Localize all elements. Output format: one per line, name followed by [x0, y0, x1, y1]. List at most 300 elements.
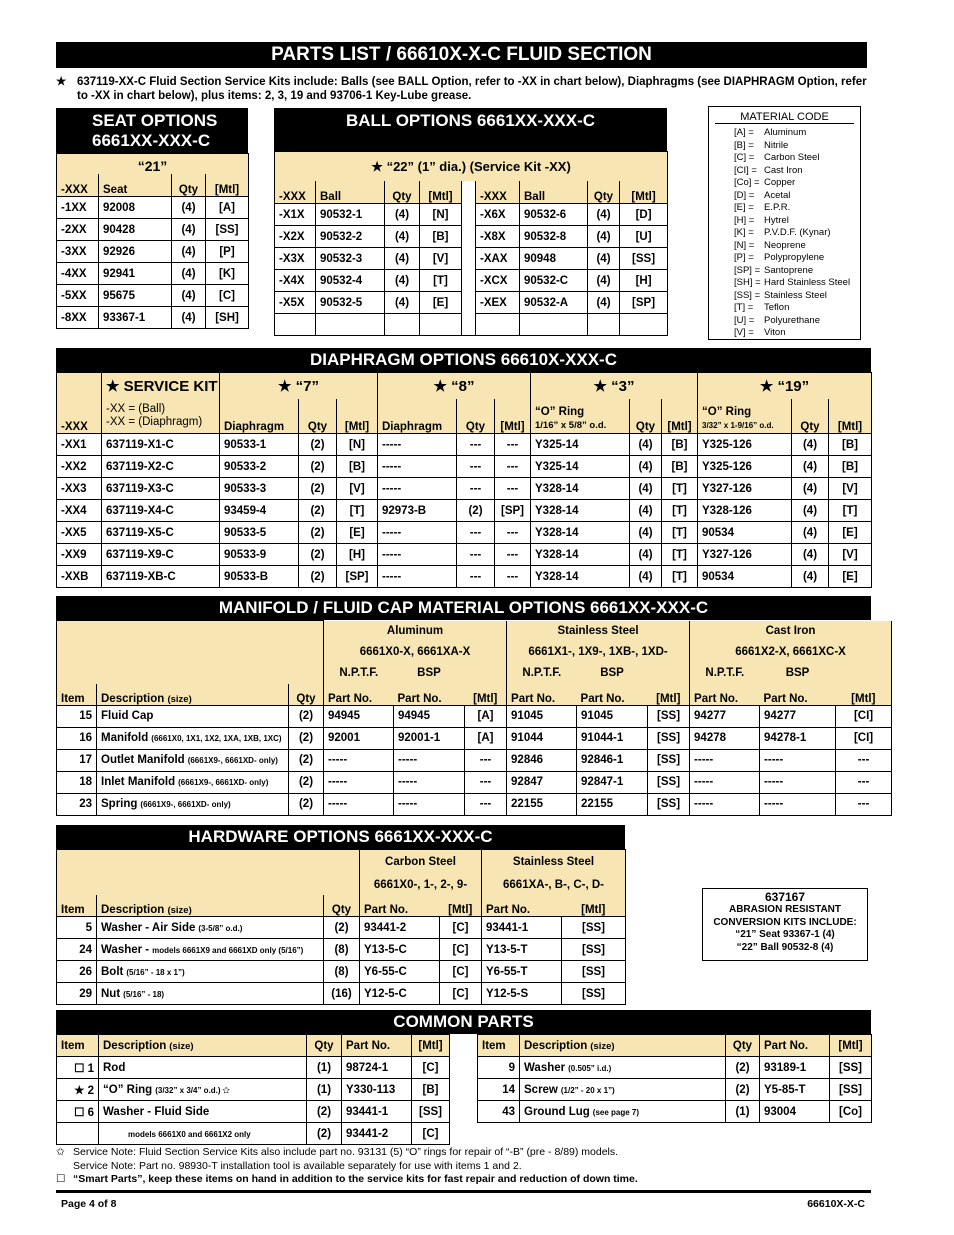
common-row [57, 1101, 450, 1123]
description-cell: Rod [99, 1057, 307, 1079]
table-cell: (8) [324, 939, 360, 961]
table-cell: --- [836, 793, 892, 815]
table-cell: Y12-5-S [482, 983, 562, 1005]
table-cell: (4) [630, 478, 662, 500]
table-cell: --- [457, 456, 495, 478]
manifold-row [57, 793, 892, 815]
table-cell: (2) [289, 793, 324, 815]
table-cell: -8XX [57, 307, 99, 329]
column-header: Qty [172, 174, 206, 197]
table-cell: [C] [412, 1057, 450, 1079]
ball-row [275, 204, 668, 226]
table-cell: (1) [307, 1057, 342, 1079]
table-cell: (4) [385, 248, 420, 270]
table-cell: ☐ 6 [57, 1101, 99, 1123]
common-row [57, 1057, 450, 1079]
table-cell: -X1X [275, 204, 316, 226]
common-row [57, 1123, 450, 1145]
table-cell: [B] [829, 434, 872, 456]
table-cell: Y13-5-C [360, 939, 440, 961]
table-cell: [B] [420, 226, 462, 248]
table-cell: 93004 [760, 1101, 830, 1123]
table-cell: -5XX [57, 285, 99, 307]
column-header: Part No. [760, 1035, 830, 1057]
description-cell: Fluid Cap [97, 705, 289, 727]
table-cell: --- [495, 566, 531, 588]
seat-row [57, 219, 249, 241]
table-cell: (4) [630, 434, 662, 456]
common-row [478, 1101, 872, 1123]
hardware-row [57, 961, 626, 983]
group-7-header: ★ “7” [220, 373, 378, 400]
table-cell: [H] [337, 544, 378, 566]
manifold-row [57, 727, 892, 749]
common-right-table [477, 1034, 872, 1123]
table-cell: (8) [324, 961, 360, 983]
table-cell: (4) [172, 285, 206, 307]
table-cell: (4) [588, 248, 620, 270]
table-cell: 92847 [507, 771, 577, 793]
common-left-table [56, 1034, 450, 1145]
table-cell: 90533-B [220, 566, 299, 588]
table-cell: [SS] [412, 1101, 450, 1123]
ball-header-row [275, 181, 668, 204]
table-cell: ----- [378, 566, 457, 588]
description-cell: Ground Lug (see page 7) [520, 1101, 726, 1123]
table-cell: [T] [662, 500, 698, 522]
table-cell: 15 [57, 705, 97, 727]
table-cell: 90533-2 [220, 456, 299, 478]
table-cell: (4) [385, 226, 420, 248]
diaphragm-row [57, 500, 872, 522]
table-cell: [C] [440, 983, 482, 1005]
table-cell: ★ 2 [57, 1079, 99, 1101]
table-cell: -XCX [476, 270, 520, 292]
material-code-item: [N] = Neoprene [734, 239, 806, 251]
table-cell: ----- [690, 793, 760, 815]
table-cell: 92001-1 [394, 727, 465, 749]
table-cell: Y328-14 [531, 566, 630, 588]
table-cell: -XX9 [57, 544, 102, 566]
table-cell: (2) [299, 434, 337, 456]
table-cell: -XAX [476, 248, 520, 270]
material-code-item: [SP] = Santoprene [734, 264, 814, 276]
table-cell: -X8X [476, 226, 520, 248]
col-xxx: -XXX [57, 399, 102, 434]
table-cell: 93441-2 [360, 917, 440, 939]
diaphragm-title: DIAPHRAGM OPTIONS 66610X-XXX-C [56, 348, 871, 372]
column-header: -XXX [57, 174, 99, 197]
page-number: Page 4 of 8 [61, 1198, 117, 1210]
table-cell: 98724-1 [342, 1057, 412, 1079]
table-cell: (2) [299, 478, 337, 500]
common-parts [56, 1010, 871, 1034]
table-cell: Y6-55-T [482, 961, 562, 983]
table-cell: (4) [792, 522, 829, 544]
table-cell: 90534 [698, 522, 792, 544]
table-cell: (4) [172, 263, 206, 285]
table-cell: ----- [394, 793, 465, 815]
column-header: Qty [726, 1035, 760, 1057]
column-header: Item [57, 1035, 99, 1057]
table-cell: ----- [378, 544, 457, 566]
table-cell: (2) [324, 917, 360, 939]
column-header: [Mtl] [412, 1035, 450, 1057]
table-cell: 90532-6 [520, 204, 588, 226]
table-cell: --- [495, 478, 531, 500]
table-cell: 90534 [698, 566, 792, 588]
ball-sub: ★ “22” (1” dia.) (Service Kit -XX) [275, 152, 668, 182]
table-cell: -XX4 [57, 500, 102, 522]
table-cell: (2) [289, 771, 324, 793]
table-cell: [CI] [836, 727, 892, 749]
table-cell: 93459-4 [220, 500, 299, 522]
table-cell: Y328-14 [531, 544, 630, 566]
table-cell: Y327-126 [698, 544, 792, 566]
table-cell: Y13-5-T [482, 939, 562, 961]
table-cell: 93189-1 [760, 1057, 830, 1079]
table-cell: 94277 [690, 705, 760, 727]
table-cell: 14 [478, 1079, 520, 1101]
table-cell: ----- [378, 478, 457, 500]
table-cell: [T] [337, 500, 378, 522]
table-cell: (2) [289, 749, 324, 771]
table-cell: [B] [337, 456, 378, 478]
table-cell: --- [457, 434, 495, 456]
oring-19-header: “O” Ring 3/32” x 1-9/16” o.d. [698, 399, 792, 434]
material-code-item: [E] = E.P.R. [734, 202, 791, 213]
table-cell: -XX1 [57, 434, 102, 456]
table-cell: ----- [394, 749, 465, 771]
table-cell: [T] [829, 500, 872, 522]
table-cell: 92973-B [378, 500, 457, 522]
table-cell: (2) [299, 456, 337, 478]
table-cell: ----- [378, 522, 457, 544]
table-cell: [SS] [562, 939, 626, 961]
table-cell: (4) [630, 456, 662, 478]
description-cell: Screw (1/2” - 20 x 1”) [520, 1079, 726, 1101]
hardware-row [57, 983, 626, 1005]
table-cell: 90532-8 [520, 226, 588, 248]
common-row [478, 1057, 872, 1079]
table-cell: [T] [662, 478, 698, 500]
table-cell: ----- [378, 456, 457, 478]
table-cell: 90532-3 [316, 248, 385, 270]
hardware-title: HARDWARE OPTIONS 6661XX-XXX-C [56, 825, 625, 849]
hardware-row [57, 939, 626, 961]
seat-row [57, 307, 249, 329]
table-cell: (2) [289, 727, 324, 749]
table-cell: 94277 [760, 705, 836, 727]
common-row [478, 1079, 872, 1101]
table-cell: 91045 [577, 705, 648, 727]
table-cell: [K] [206, 263, 249, 285]
table-cell: [T] [662, 566, 698, 588]
seat-row [57, 241, 249, 263]
table-cell: 93441-1 [342, 1101, 412, 1123]
table-cell: 24 [57, 939, 97, 961]
table-cell: 90533-9 [220, 544, 299, 566]
table-cell: Y325-14 [531, 456, 630, 478]
table-cell: [P] [206, 241, 249, 263]
table-cell: 95675 [99, 285, 172, 307]
table-cell: -X6X [476, 204, 520, 226]
table-cell: [T] [662, 522, 698, 544]
table-cell: [SS] [562, 917, 626, 939]
material-code-title: MATERIAL CODE [715, 111, 854, 124]
table-cell: 637119-X3-C [102, 478, 220, 500]
table-cell: 94945 [394, 705, 465, 727]
table-cell: (4) [630, 522, 662, 544]
ball-title: BALL OPTIONS 6661XX-XXX-C [274, 108, 667, 151]
ball-row [275, 270, 668, 292]
ball-row [275, 314, 668, 336]
table-cell: (2) [299, 500, 337, 522]
table-cell: 92001 [324, 727, 394, 749]
material-code-item: [H] = Hytrel [734, 214, 789, 226]
seat-table [56, 153, 249, 329]
seat-row [57, 285, 249, 307]
material-code-item: [T] = Teflon [734, 302, 790, 313]
table-cell: 92846-1 [577, 749, 648, 771]
table-cell: ----- [690, 771, 760, 793]
table-cell: 94278 [690, 727, 760, 749]
table-cell: --- [465, 771, 507, 793]
table-cell: (2) [299, 544, 337, 566]
table-cell: Y325-126 [698, 434, 792, 456]
table-cell: [N] [420, 204, 462, 226]
description-cell: Spring (6661X9-, 6661XD- only) [97, 793, 289, 815]
table-cell: [C] [440, 961, 482, 983]
column-header: -XXX [275, 181, 316, 204]
table-cell: (4) [385, 292, 420, 314]
seat-row [57, 263, 249, 285]
hardware-row [57, 917, 626, 939]
table-cell: --- [495, 544, 531, 566]
table-cell: (2) [726, 1079, 760, 1101]
table-cell: 92846 [507, 749, 577, 771]
table-cell: [E] [337, 522, 378, 544]
description-cell: Washer - Air Side (3-5/8” o.d.) [97, 917, 324, 939]
table-cell: (2) [307, 1123, 342, 1145]
material-code [708, 106, 861, 340]
material-code-item: [V] = Viton [734, 327, 786, 338]
table-cell: [SP] [495, 500, 531, 522]
table-cell: [E] [829, 566, 872, 588]
table-cell: 92926 [99, 241, 172, 263]
footer-rule [56, 1190, 871, 1193]
table-cell: (2) [299, 566, 337, 588]
table-cell: 91044 [507, 727, 577, 749]
table-cell: --- [457, 566, 495, 588]
table-cell: (4) [588, 226, 620, 248]
description-cell: Nut (5/16” - 18) [97, 983, 324, 1005]
table-cell: (4) [630, 566, 662, 588]
table-cell: ----- [760, 771, 836, 793]
table-cell: [SS] [648, 771, 690, 793]
table-cell: [C] [206, 285, 249, 307]
material-code-item: [B] = Nitrile [734, 139, 789, 151]
table-cell: 90428 [99, 219, 172, 241]
table-cell: [SS] [648, 749, 690, 771]
column-header: Qty [307, 1035, 342, 1057]
table-cell: [Co] [830, 1101, 872, 1123]
table-cell: ----- [324, 771, 394, 793]
table-cell: (4) [588, 204, 620, 226]
table-cell: 90532-5 [316, 292, 385, 314]
table-cell: 90532-1 [316, 204, 385, 226]
table-cell: (4) [385, 270, 420, 292]
table-cell: --- [836, 749, 892, 771]
material-code-item: [K] = P.V.D.F. (Kynar) [734, 227, 831, 238]
table-cell: ----- [690, 749, 760, 771]
table-cell: 93367-1 [99, 307, 172, 329]
table-cell: (2) [299, 522, 337, 544]
column-header: Ball [520, 181, 588, 204]
ball-table [274, 151, 668, 336]
table-cell: --- [457, 522, 495, 544]
table-cell: [E] [420, 292, 462, 314]
table-cell: (4) [792, 434, 829, 456]
table-cell: 94278-1 [760, 727, 836, 749]
manifold-title: MANIFOLD / FLUID CAP MATERIAL OPTIONS 6661XX-XXX-C [56, 596, 871, 620]
material-code-item: [D] = Acetal [734, 189, 791, 201]
table-cell: [SP] [620, 292, 668, 314]
table-cell: --- [465, 749, 507, 771]
table-cell: (4) [588, 270, 620, 292]
table-cell: (4) [588, 292, 620, 314]
table-cell: 90532-C [520, 270, 588, 292]
seat-title: SEAT OPTIONS [92, 111, 218, 130]
table-cell: -2XX [57, 219, 99, 241]
column-header: Qty [385, 181, 420, 204]
table-cell: Y328-14 [531, 500, 630, 522]
checkbox-icon: ☐ [56, 1173, 66, 1185]
table-cell: 637119-XB-C [102, 566, 220, 588]
description-cell: Manifold (6661X0, 1X1, 1X2, 1XA, 1XB, 1XC) [97, 727, 289, 749]
material-code-item: [SS] = Stainless Steel [734, 289, 827, 301]
diaphragm-row [57, 544, 872, 566]
table-cell: 23 [57, 793, 97, 815]
table-cell: -XXB [57, 566, 102, 588]
seat-options [56, 108, 248, 329]
table-cell: ☐ 1 [57, 1057, 99, 1079]
table-cell: [V] [829, 478, 872, 500]
table-cell [57, 1123, 99, 1145]
material-code-item: [SH] = Hard Stainless Steel [734, 277, 851, 288]
table-cell: 90948 [520, 248, 588, 270]
diaphragm-row [57, 522, 872, 544]
table-cell: (4) [172, 241, 206, 263]
table-cell: 22155 [577, 793, 648, 815]
table-cell: (1) [726, 1101, 760, 1123]
column-header: Qty [588, 181, 620, 204]
table-cell: [SS] [648, 727, 690, 749]
column-header: [Mtl] [206, 174, 249, 197]
table-cell: Y12-5-C [360, 983, 440, 1005]
table-cell: [E] [829, 522, 872, 544]
table-cell: ----- [760, 749, 836, 771]
manifold-options [56, 596, 876, 816]
description-cell: Inlet Manifold (6661X9-, 6661XD- only) [97, 771, 289, 793]
diaphragm-row [57, 434, 872, 456]
table-cell: 637119-X5-C [102, 522, 220, 544]
table-cell: 90532-4 [316, 270, 385, 292]
table-cell: 9 [478, 1057, 520, 1079]
table-cell: [B] [412, 1079, 450, 1101]
table-cell: [A] [206, 197, 249, 219]
table-cell: (4) [630, 544, 662, 566]
table-cell: 90532-2 [316, 226, 385, 248]
table-cell: (2) [726, 1057, 760, 1079]
table-cell: [B] [829, 456, 872, 478]
ball-row [275, 226, 668, 248]
column-header: Item [478, 1035, 520, 1057]
table-cell: 22155 [507, 793, 577, 815]
hollow-star-icon: ✩ [56, 1146, 65, 1158]
table-cell: [SH] [206, 307, 249, 329]
table-cell: 637119-X9-C [102, 544, 220, 566]
table-cell: [CI] [836, 705, 892, 727]
table-cell: [C] [412, 1123, 450, 1145]
table-cell: 26 [57, 961, 97, 983]
table-cell: [SS] [830, 1057, 872, 1079]
manifold-row [57, 705, 892, 727]
table-cell: -X3X [275, 248, 316, 270]
abrasion-kit-box: 637167 ABRASION RESISTANT CONVERSION KITS INCLUDE: “21” Seat 93367-1 (4) “22” Ball 90532-8 (4) [702, 888, 868, 961]
material-code-item: [P] = Polypropylene [734, 252, 825, 263]
table-cell: (2) [457, 500, 495, 522]
table-cell: [SP] [337, 566, 378, 588]
table-cell: 92008 [99, 197, 172, 219]
table-cell: ----- [324, 793, 394, 815]
table-cell: [SS] [562, 983, 626, 1005]
description-cell: “O” Ring (3/32” x 3/4” o.d.) ✩ [99, 1079, 307, 1101]
common-title: COMMON PARTS [56, 1010, 871, 1034]
ball-options [274, 108, 667, 336]
diaphragm-row [57, 478, 872, 500]
table-cell: [SS] [620, 248, 668, 270]
material-code-item: [Co] = Copper [734, 177, 796, 188]
table-cell: Y328-126 [698, 500, 792, 522]
description-cell: Outlet Manifold (6661X9-, 6661XD- only) [97, 749, 289, 771]
table-cell: 93441-1 [482, 917, 562, 939]
table-cell: (4) [792, 478, 829, 500]
column-header: [Mtl] [830, 1035, 872, 1057]
group-8-header: ★ “8” [378, 373, 531, 400]
hardware-options [56, 825, 625, 1005]
table-cell: -1XX [57, 197, 99, 219]
column-header: [Mtl] [420, 181, 462, 204]
service-kit-header: ★ SERVICE KIT [102, 373, 220, 400]
table-cell: [A] [465, 727, 507, 749]
table-cell: [C] [440, 939, 482, 961]
table-cell: Y328-14 [531, 522, 630, 544]
hardware-table: Carbon Steel Stainless Steel 6661X0-, 1-, 2-, 9- 6661XA-, B-, C-, D- Item Description (size) Qty Part No. [Mtl] Part No. [Mtl] 5 Washer - Air Side (3-5/8” o.d.) (2) 93441-2 [C] 93441-1 [SS] 24 Washer - models 6661X9 and 6661XD only (5/16”) (8) Y13-5-C [C] Y13-5-T [SS] 26 Bolt (5/16” - 18 x 1”) (8) Y6-55-C [C] Y6-55-T [SS] 29 Nut (5/16” - 18) (16) Y12-5-C [C] Y12-5-S [SS] [56, 849, 626, 1005]
table-cell: 637119-X2-C [102, 456, 220, 478]
table-cell: (16) [324, 983, 360, 1005]
seat-model: 6661XX-XXX-C [92, 131, 211, 150]
table-cell: ----- [324, 749, 394, 771]
table-cell: -3XX [57, 241, 99, 263]
group-3-header: ★ “3” [531, 373, 698, 400]
table-cell: 16 [57, 727, 97, 749]
table-cell: -XX5 [57, 522, 102, 544]
table-cell: [D] [620, 204, 668, 226]
diaphragm-row [57, 566, 872, 588]
table-cell: [A] [465, 705, 507, 727]
table-cell: 91044-1 [577, 727, 648, 749]
